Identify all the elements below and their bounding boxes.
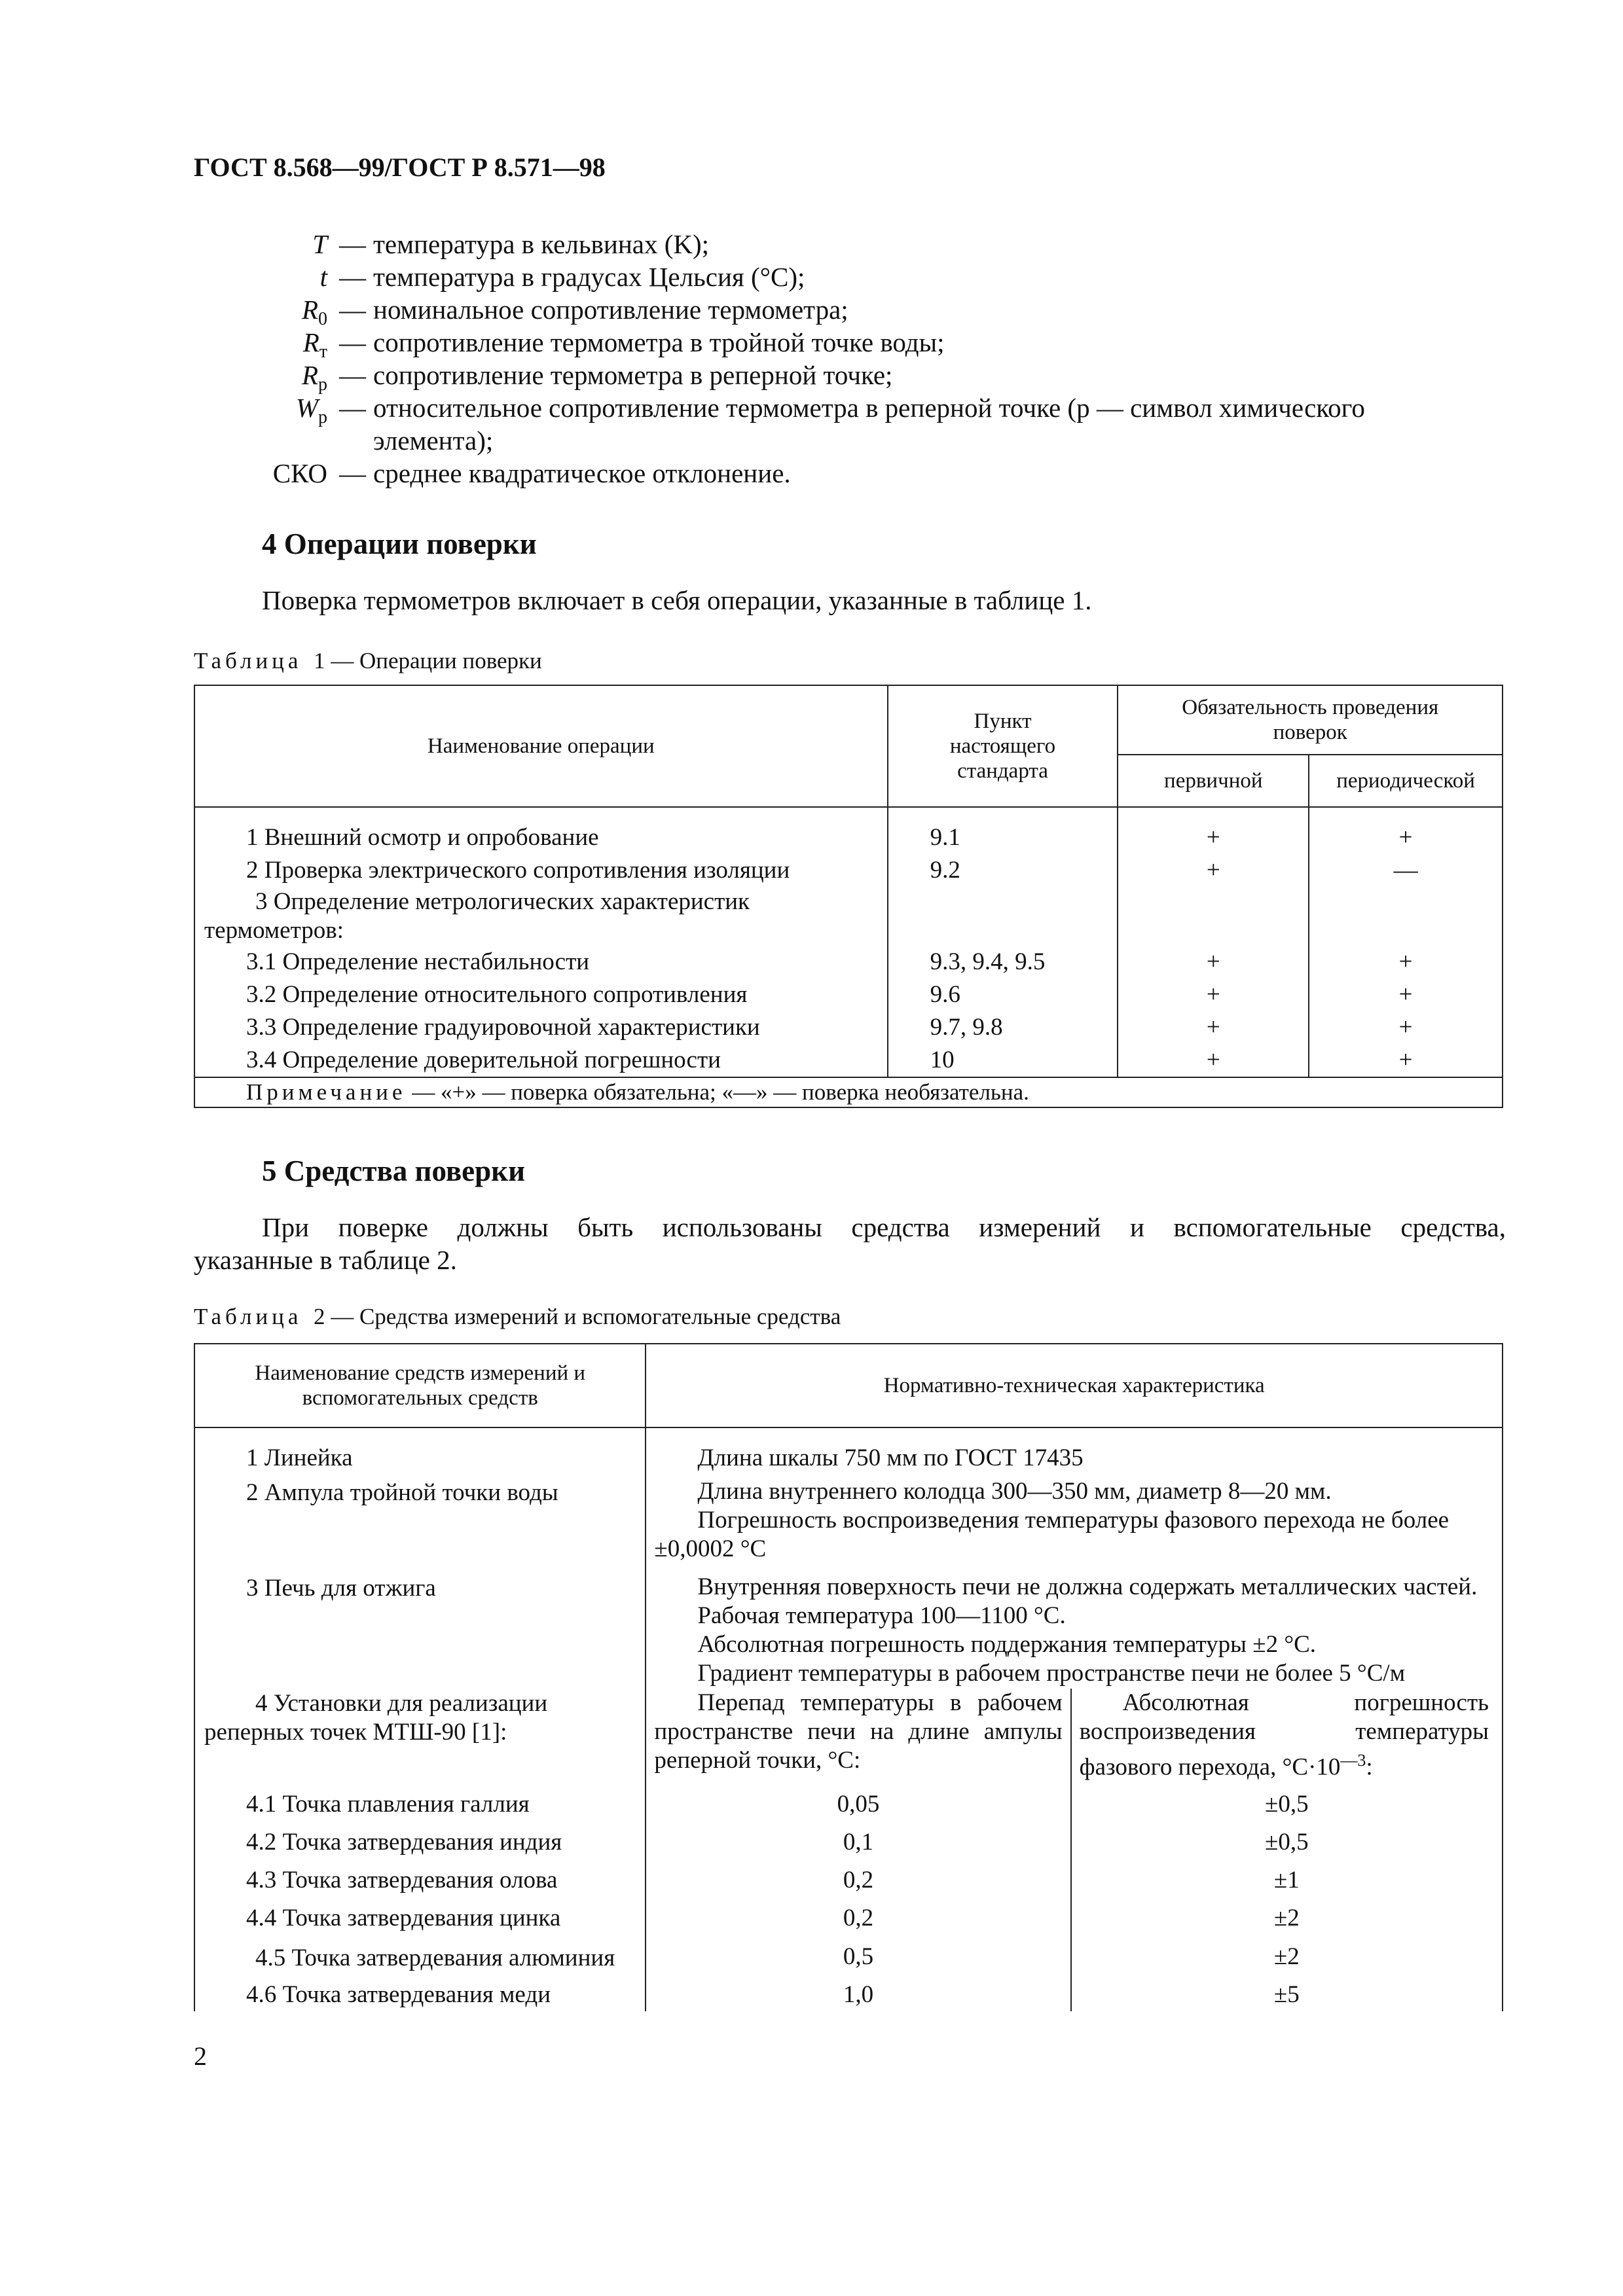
table-1-header-mandatory: Обязательность проведения поверок [1118,685,1503,755]
definition-text: температура в кельвинах (K); [373,229,710,259]
table-row: 4.4 Точка затвердевания цинка 0,2 ±2 [194,1897,1503,1935]
definition-text: среднее квадратическое отклонение. [373,458,791,488]
table-row: 4.3 Точка затвердевания олова 0,2 ±1 [194,1859,1503,1897]
definition-text: температура в градусах Цельсия (°С); [373,262,805,292]
table-row: 3.1 Определение нестабильности 9.3, 9.4, 9.5 + + [194,946,1503,978]
table-row: 4.5 Точка затвердевания алюминия 0,5 ±2 [194,1935,1503,1973]
table-row: 3.2 Определение относительного сопротивления 9.6 + + [194,978,1503,1011]
table-2-header-spec: Нормативно-техническая характеристика [646,1344,1503,1427]
definition-item: $R_0$ — номинальное сопротивление термометра; [0,293,1623,326]
table-1-caption: Таблица 1 — Операции поверки [194,648,542,673]
definition-item: $R_т$ — сопротивление термометра в тройной точке воды; [0,326,1623,359]
definition-item: T — температура в кельвинах (K); [0,228,1623,260]
table-row: 1 Внешний осмотр и опробование 9.1 + + [194,807,1503,854]
section-4-title: 4 Операции поверки [262,528,537,560]
definition-item: t — температура в градусах Цельсия (°С); [0,260,1623,293]
table-1-header-point: Пункт настоящего стандарта [888,685,1118,807]
section-4-paragraph: Поверка термометров включает в себя операции, указанные в таблице 1. [262,585,1092,615]
definition-symbol: t [319,262,327,292]
definition-text-continued: элемента); [373,425,494,456]
table-2-caption: Таблица 2 — Средства измерений и вспомогательные средства [194,1304,841,1329]
definition-symbol: T [312,229,327,259]
table-row: 3 Определение метрологических характеристик термометров: [194,887,1503,946]
definition-text: сопротивление термометра в реперной точке; [373,360,893,390]
table-row: 4.6 Точка затвердевания меди 1,0 ±5 [194,1973,1503,2011]
table-row: 4.1 Точка плавления галлия 0,05 ±0,5 [194,1782,1503,1821]
definition-item: $W_р$ — относительное сопротивление термометра в реперной точке (р — символ химического элемента); [0,391,1623,457]
table-row: 4 Установки для реализации реперных точек МТШ-90 [1]: Перепад температуры в рабочем пространстве печи на длине ампулы реперной точки, °С: Абсолютная погрешность воспроизведения температуры фазового перехода, $^\circ С\cdot 10^{—3}$: [194,1689,1503,1782]
table-row: 2 Проверка электрического сопротивления изоляции 9.2 + — [194,854,1503,887]
definition-item: $R_р$ — сопротивление термометра в реперной точке; [0,359,1623,391]
table-row: 2 Ампула тройной точки воды Длина внутреннего колодца 300—350 мм, диаметр 8—20 мм. Погрешность воспроизведения температуры фазового перехода не более ±0,0002 °С [194,1477,1503,1572]
document-header: ГОСТ 8.568—99/ГОСТ Р 8.571—98 [194,152,606,182]
definition-text: относительное сопротивление термометра в реперной точке (р — символ химического [373,393,1365,423]
table-row: 3.3 Определение градуировочной характеристики 9.7, 9.8 + + [194,1011,1503,1044]
definition-symbol: $R_р$ [301,360,327,395]
table-1-header-name: Наименование операции [194,685,888,807]
definition-item: СКО — среднее квадратическое отклонение. [0,457,1623,490]
table-1-note: Примечание — «+» — поверка обязательна; «—» — поверка необязательна. [194,1077,1503,1107]
table-1-header-primary: первичной [1118,755,1309,807]
definition-symbol: $R_т$ [302,327,327,363]
definition-symbol: СКО [272,458,327,488]
section-5-paragraph: При поверке должны быть использованы средства измерений и вспомогательные средства, [262,1212,1506,1242]
table-row: 1 Линейка Длина шкалы 750 мм по ГОСТ 17435 [194,1427,1503,1477]
table-2-header-name: Наименование средств измерений и вспомогательных средств [194,1344,646,1427]
section-5-paragraph-continued: указанные в таблице 2. [194,1245,457,1275]
definition-symbol: $W_р$ [295,393,327,428]
table-2 [194,1343,1503,2011]
section-5-title: 5 Средства поверки [262,1155,526,1187]
definition-text: номинальное сопротивление термометра; [373,295,848,325]
definition-symbol: $R_0$ [301,295,327,330]
definition-text: сопротивление термометра в тройной точке воды; [373,327,945,357]
table-row: 3 Печь для отжига Внутренняя поверхность печи не должна содержать металлических частей. Рабочая температура 100—1100 °С. Абсолютная погрешность поддержания температуры ±2 °С. Градиент температуры в рабочем пространстве печи не более 5 °С/м [194,1572,1503,1689]
page-number: 2 [194,2041,207,2071]
table-row: 4.2 Точка затвердевания индия 0,1 ±0,5 [194,1821,1503,1859]
table-1-header-periodic: периодической [1309,755,1503,807]
table-1 [194,685,1503,1108]
table-row: 3.4 Определение доверительной погрешности 10 + + [194,1044,1503,1077]
